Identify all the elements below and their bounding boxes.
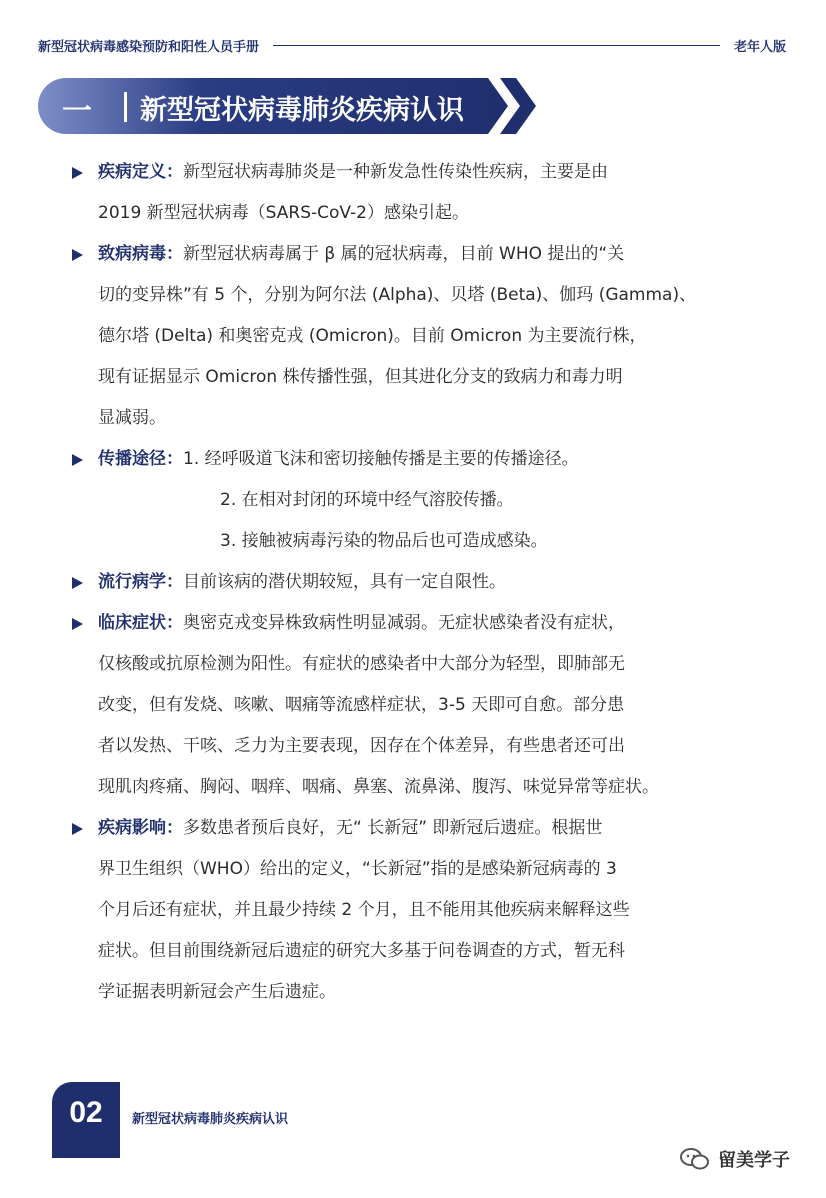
- item-label: 疾病影响：: [98, 818, 183, 838]
- section-number: 一: [62, 94, 92, 129]
- triangle-bullet-icon: [72, 167, 83, 179]
- item-text: 新型冠状病毒属于 β 属的冠状病毒，目前 WHO 提出的“关: [183, 244, 625, 264]
- item-text: 个月后还有症状，并且最少持续 2 个月，且不能用其他疾病来解释这些: [98, 900, 630, 920]
- header-title: 新型冠状病毒感染预防和阳性人员手册: [38, 39, 260, 55]
- item-label: 临床症状：: [98, 613, 183, 633]
- item-text: 现有证据显示 Omicron 株传播性强，但其进化分支的致病力和毒力明: [98, 367, 623, 387]
- footer-title: 新型冠状病毒肺炎疾病认识: [132, 1112, 289, 1127]
- page-number: 02: [69, 1096, 103, 1129]
- item-text: 1. 经呼吸道飞沫和密切接触传播是主要的传播途径。: [183, 449, 579, 469]
- item-text: 仅核酸或抗原检测为阳性。有症状的感染者中大部分为轻型，即肺部无: [98, 654, 625, 674]
- section-separator: [124, 92, 127, 122]
- item-text: 多数患者预后良好，无“ 长新冠” 即新冠后遗症。根据世: [183, 818, 603, 838]
- item-text: 切的变异株”有 5 个，分别为阿尔法 (Alpha)、贝塔 (Beta)、伽玛 (Gamma)、: [98, 285, 697, 305]
- item-text: 德尔塔 (Delta) 和奥密克戎 (Omicron)。目前 Omicron 为主要流行株，: [98, 326, 647, 346]
- wechat-icon: [680, 1147, 710, 1171]
- page-number-badge: [52, 1082, 120, 1158]
- item-impact: [72, 808, 722, 1013]
- item-text: 改变，但有发烧、咳嗽、咽痛等流感样症状，3-5 天即可自愈。部分患: [98, 695, 625, 715]
- item-text: 奥密克戎变异株致病性明显减弱。无症状感染者没有症状，: [183, 613, 625, 633]
- triangle-bullet-icon: [72, 249, 83, 261]
- item-label: 传播途径：: [98, 449, 183, 469]
- triangle-bullet-icon: [72, 454, 83, 466]
- item-text: 学证据表明新冠会产生后遗症。: [98, 982, 336, 1002]
- section-title: 新型冠状病毒肺炎疾病认识: [140, 95, 464, 126]
- watermark-text: 留美学子: [718, 1150, 790, 1171]
- item-text: 目前该病的潜伏期较短，具有一定自限性。: [183, 572, 506, 592]
- section-banner: [38, 78, 548, 134]
- item-label: 疾病定义：: [98, 162, 183, 182]
- triangle-bullet-icon: [72, 577, 83, 589]
- triangle-bullet-icon: [72, 618, 83, 630]
- item-sub-line: 2. 在相对封闭的环境中经气溶胶传播。: [220, 490, 514, 510]
- header-edition: 老年人版: [733, 39, 786, 55]
- item-text: 2019 新型冠状病毒（SARS-CoV-2）感染引起。: [98, 203, 469, 223]
- running-header: [38, 34, 786, 56]
- item-epidemiology: [72, 562, 722, 603]
- item-text: 显减弱。: [98, 408, 166, 428]
- item-text: 界卫生组织（WHO）给出的定义，“长新冠”指的是感染新冠病毒的 3: [98, 859, 617, 879]
- item-definition: [72, 152, 722, 234]
- triangle-bullet-icon: [72, 823, 83, 835]
- content-body: [72, 152, 722, 1013]
- item-label: 致病病毒：: [98, 244, 183, 264]
- item-text: 新型冠状病毒肺炎是一种新发急性传染性疾病，主要是由: [183, 162, 608, 182]
- header-divider: [273, 45, 720, 46]
- item-sub-line: 3. 接触被病毒污染的物品后也可造成感染。: [220, 531, 548, 551]
- watermark: [680, 1146, 790, 1172]
- item-text: 者以发热、干咳、乏力为主要表现，因存在个体差异，有些患者还可出: [98, 736, 625, 756]
- item-transmission: [72, 439, 722, 562]
- item-label: 流行病学：: [98, 572, 183, 592]
- item-text: 现肌肉疼痛、胸闷、咽痒、咽痛、鼻塞、流鼻涕、腹泻、味觉异常等症状。: [98, 777, 659, 797]
- item-text: 症状。但目前围绕新冠后遗症的研究大多基于问卷调查的方式，暂无科: [98, 941, 625, 961]
- item-symptoms: [72, 603, 722, 808]
- item-virus: [72, 234, 722, 439]
